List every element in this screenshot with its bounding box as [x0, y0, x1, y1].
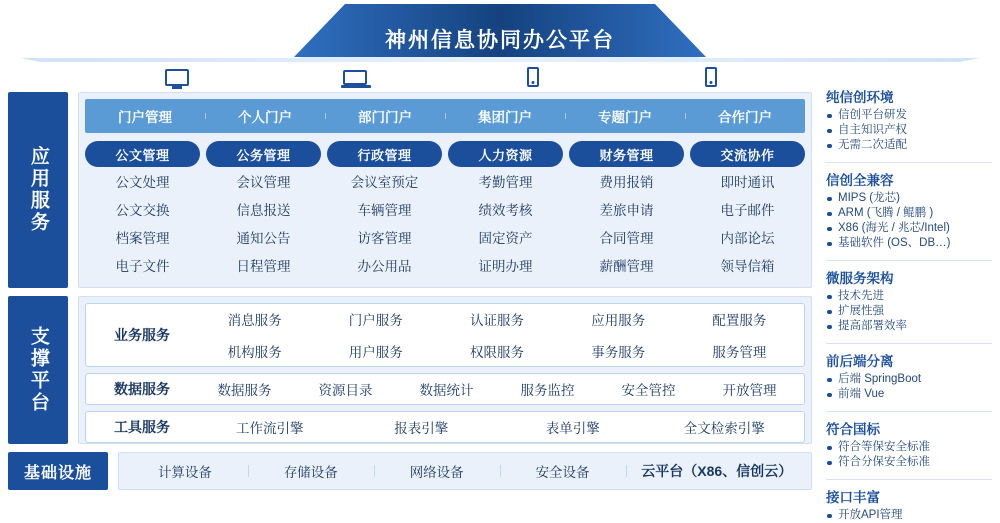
app-column-head-1[interactable]: 公务管理	[206, 141, 321, 167]
device-phone-1	[444, 62, 622, 92]
feature-item-1-3: 基础软件 (OS、DB…)	[826, 236, 992, 251]
support-cell-d-0-5[interactable]: 开放管理	[722, 383, 777, 398]
rail-support-platform	[8, 296, 68, 444]
feature-group-2	[826, 267, 992, 334]
support-cell-t-0-0[interactable]: 工作流引擎	[236, 421, 304, 436]
phone-icon	[527, 67, 539, 87]
rail-support-label: 支撑平台	[27, 326, 49, 414]
support-cell-d-0-0[interactable]: 数据服务	[217, 383, 272, 398]
support-row-data-0	[194, 373, 800, 405]
app-column-head-3[interactable]: 人力资源	[448, 141, 563, 167]
feature-item-2-1: 扩展性强	[826, 304, 992, 319]
app-item-2-2[interactable]: 访客管理	[357, 231, 412, 246]
support-cell-d-0-1[interactable]: 资源目录	[318, 383, 373, 398]
infrastructure-item-0[interactable]: 计算设备	[157, 465, 212, 480]
feature-group-5	[826, 486, 992, 523]
support-items-tool	[194, 411, 800, 443]
rail-infrastructure	[8, 452, 108, 490]
app-item-4-2[interactable]: 合同管理	[599, 231, 654, 246]
app-item-3-2[interactable]: 固定资产	[478, 231, 533, 246]
app-column-4	[569, 141, 684, 279]
support-cell-b-1-4[interactable]: 服务管理	[712, 345, 767, 360]
app-item-3-0[interactable]: 考勤管理	[478, 175, 533, 190]
feature-item-0-2: 无需二次适配	[826, 138, 992, 153]
support-cell-b-1-3[interactable]: 事务服务	[591, 345, 646, 360]
infrastructure-item-4[interactable]: 云平台（X86、信创云）	[626, 461, 809, 481]
portal-item-3[interactable]: 集团门户	[445, 106, 565, 126]
feature-group-4	[826, 418, 992, 470]
support-card-data	[85, 373, 805, 405]
support-label-business: 业务服务	[114, 327, 170, 343]
support-cell-b-1-1[interactable]: 用户服务	[348, 345, 403, 360]
rail-application-label: 应用服务	[27, 146, 49, 234]
laptop-icon	[343, 70, 367, 85]
feature-divider-2	[826, 343, 992, 344]
app-item-5-0[interactable]: 即时通讯	[720, 175, 775, 190]
portal-item-4[interactable]: 专题门户	[565, 106, 685, 126]
app-item-0-2[interactable]: 档案管理	[115, 231, 170, 246]
support-cell-t-0-1[interactable]: 报表引擎	[394, 421, 449, 436]
portal-row	[85, 99, 805, 133]
app-item-0-0[interactable]: 公文处理	[115, 175, 170, 190]
portal-item-0[interactable]: 门户管理	[118, 110, 172, 125]
app-column-1	[206, 141, 321, 279]
device-phone-2	[622, 62, 800, 92]
device-laptop	[266, 62, 444, 92]
feature-title-0: 纯信创环境	[826, 90, 894, 105]
support-row-tool-0	[194, 411, 800, 443]
feature-item-1-0: MIPS (龙芯)	[826, 191, 992, 206]
support-cell-t-0-2[interactable]: 表单引擎	[545, 421, 600, 436]
feature-item-0-0: 信创平台研发	[826, 108, 992, 123]
support-cell-b-0-0[interactable]: 消息服务	[227, 313, 282, 328]
support-label-data: 数据服务	[114, 381, 170, 397]
support-platform-block	[78, 296, 812, 444]
feature-title-3: 前后端分离	[826, 354, 894, 369]
feature-group-3	[826, 350, 992, 402]
app-item-1-2[interactable]: 通知公告	[236, 231, 291, 246]
feature-group-1	[826, 169, 992, 251]
support-cell-d-0-4[interactable]: 安全管控	[621, 383, 676, 398]
support-cell-b-1-2[interactable]: 权限服务	[470, 345, 524, 360]
app-column-head-4[interactable]: 财务管理	[569, 141, 684, 167]
app-item-1-0[interactable]: 会议管理	[236, 175, 291, 190]
feature-item-1-1: ARM (飞腾 / 鲲鹏 )	[826, 206, 992, 221]
feature-item-1-2: X86 (海光 / 兆芯/Intel)	[826, 221, 992, 236]
infrastructure-item-3[interactable]: 安全设备	[500, 461, 626, 481]
support-cell-b-0-2[interactable]: 认证服务	[470, 313, 524, 328]
app-item-4-1[interactable]: 差旅申请	[599, 203, 654, 218]
app-item-2-1[interactable]: 车辆管理	[357, 203, 412, 218]
app-column-2	[327, 141, 442, 279]
app-item-2-3[interactable]: 办公用品	[357, 259, 412, 274]
feature-divider-1	[826, 260, 992, 261]
support-card-business	[85, 303, 805, 367]
app-item-2-0[interactable]: 会议室预定	[350, 175, 419, 190]
feature-list-3	[826, 372, 992, 402]
app-item-5-1[interactable]: 电子邮件	[720, 203, 775, 218]
feature-item-0-1: 自主知识产权	[826, 123, 992, 138]
feature-title-4: 符合国标	[826, 422, 880, 437]
feature-panel	[826, 86, 992, 521]
app-column-head-2[interactable]: 行政管理	[327, 141, 442, 167]
support-cell-d-0-3[interactable]: 服务监控	[520, 383, 575, 398]
support-cell-t-0-3[interactable]: 全文检索引擎	[683, 421, 765, 436]
feature-divider-0	[826, 162, 992, 163]
support-items-data	[194, 373, 800, 405]
support-cell-b-0-3[interactable]: 应用服务	[591, 313, 646, 328]
app-column-head-0[interactable]: 公文管理	[85, 141, 200, 167]
app-item-4-3[interactable]: 薪酬管理	[599, 259, 654, 274]
application-services-block	[78, 92, 812, 288]
support-cell-d-0-2[interactable]: 数据统计	[419, 383, 474, 398]
app-item-4-0[interactable]: 费用报销	[599, 175, 654, 190]
header-banner	[0, 0, 1000, 62]
infrastructure-item-2[interactable]: 网络设备	[374, 461, 500, 481]
app-item-1-1[interactable]: 信息报送	[236, 203, 291, 218]
feature-item-2-2: 提高部署效率	[826, 319, 992, 334]
support-row-business-0	[194, 303, 800, 335]
app-column-head-5[interactable]: 交流协作	[690, 141, 805, 167]
support-label-tool: 工具服务	[114, 419, 170, 435]
feature-item-4-0: 符合等保安全标准	[826, 440, 992, 455]
app-column-0	[85, 141, 200, 279]
feature-item-3-0: 后端 SpringBoot	[826, 372, 992, 387]
app-column-5	[690, 141, 805, 279]
app-item-0-3[interactable]: 电子文件	[115, 259, 170, 274]
app-item-3-3[interactable]: 证明办理	[478, 259, 533, 274]
feature-item-3-1: 前端 Vue	[826, 387, 992, 402]
feature-group-0	[826, 86, 992, 153]
portal-item-1[interactable]: 个人门户	[205, 106, 325, 126]
support-row-business-1	[194, 335, 800, 367]
feature-item-4-1: 符合分保安全标准	[826, 455, 992, 470]
portal-item-5[interactable]: 合作门户	[685, 106, 805, 126]
support-items-business	[194, 303, 800, 367]
feature-title-1: 信创全兼容	[826, 173, 894, 188]
feature-divider-4	[826, 479, 992, 480]
feature-item-2-0: 技术先进	[826, 289, 992, 304]
device-monitor	[88, 62, 266, 92]
app-item-5-2[interactable]: 内部论坛	[720, 231, 775, 246]
device-icon-row	[88, 62, 800, 92]
feature-title-2: 微服务架构	[826, 271, 894, 286]
infrastructure-block	[118, 452, 812, 490]
feature-title-5: 接口丰富	[826, 490, 880, 505]
rail-application-services	[8, 92, 68, 288]
feature-list-1	[826, 191, 992, 251]
support-cell-b-0-1[interactable]: 门户服务	[348, 313, 403, 328]
phone-icon	[705, 67, 717, 87]
feature-item-5-0: 开放API管理	[826, 508, 992, 523]
feature-list-4	[826, 440, 992, 470]
application-columns	[85, 141, 805, 279]
portal-item-2[interactable]: 部门门户	[325, 106, 445, 126]
support-cell-b-0-4[interactable]: 配置服务	[712, 313, 767, 328]
feature-list-5	[826, 508, 992, 523]
app-item-1-3[interactable]: 日程管理	[236, 259, 291, 274]
app-item-3-1[interactable]: 绩效考核	[478, 203, 533, 218]
page-title: 神州信息协同办公平台	[385, 29, 615, 52]
feature-list-2	[826, 289, 992, 334]
monitor-icon	[165, 69, 189, 86]
support-card-tool	[85, 411, 805, 443]
feature-divider-3	[826, 411, 992, 412]
infrastructure-item-1[interactable]: 存储设备	[248, 461, 374, 481]
app-item-5-3[interactable]: 领导信箱	[720, 259, 775, 274]
app-item-0-1[interactable]: 公文交换	[115, 203, 170, 218]
feature-list-0	[826, 108, 992, 153]
support-cell-b-1-0[interactable]: 机构服务	[227, 345, 282, 360]
app-column-3	[448, 141, 563, 279]
rail-infrastructure-label: 基础设施	[23, 464, 92, 482]
